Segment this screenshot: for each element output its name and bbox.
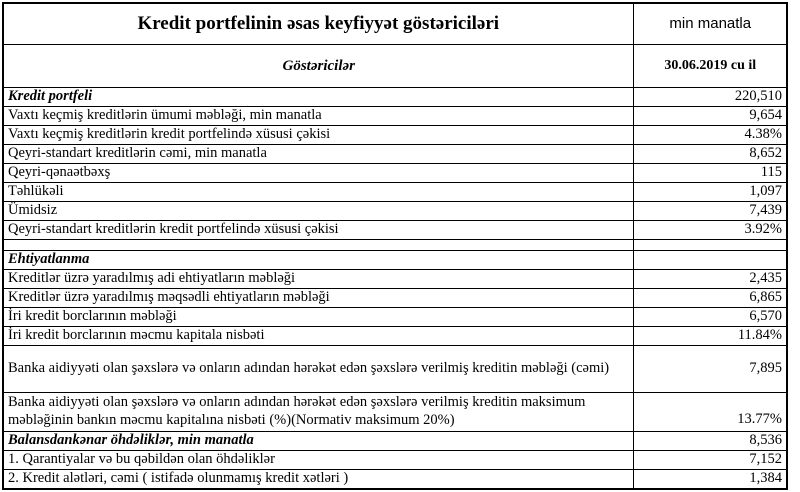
value-cell: 6,570 bbox=[633, 308, 787, 327]
indicator-cell: Kreditlər üzrə yaradılmış adi ehtiyatların məbləği bbox=[3, 270, 633, 289]
indicator-cell: Təhlükəli bbox=[3, 183, 633, 202]
table-row bbox=[3, 183, 787, 202]
table-row bbox=[3, 270, 787, 289]
indicator-cell: Qeyri-standart kreditlərin cəmi, min manatla bbox=[3, 145, 633, 164]
indicator-cell: İri kredit borclarının məcmu kapitala nisbəti bbox=[3, 327, 633, 346]
indicator-cell: Kreditlər üzrə yaradılmış məqsədli ehtiyatların məbləği bbox=[3, 289, 633, 308]
spacer-row bbox=[3, 240, 787, 251]
value-cell: 7,895 bbox=[633, 346, 787, 393]
value-cell: 3.92% bbox=[633, 221, 787, 240]
value-cell: 2,435 bbox=[633, 270, 787, 289]
unit-label: min manatla bbox=[633, 3, 787, 45]
value-cell: 9,654 bbox=[633, 107, 787, 126]
table-row bbox=[3, 88, 787, 107]
indicator-cell: 1. Qarantiyalar və bu qəbildən olan öhdəliklər bbox=[3, 451, 633, 470]
value-cell: 8,536 bbox=[633, 432, 787, 451]
indicator-cell: Balansdankənar öhdəliklər, min manatla bbox=[3, 432, 633, 451]
table-row bbox=[3, 432, 787, 451]
indicator-cell bbox=[3, 240, 633, 251]
table-row bbox=[3, 346, 787, 393]
table-row bbox=[3, 327, 787, 346]
column-header-indicator: Göstəricilər bbox=[3, 45, 633, 88]
table-row bbox=[3, 393, 787, 432]
indicator-cell: Ehtiyatlanma bbox=[3, 251, 633, 270]
indicator-cell: Qeyri-qənaətbəxş bbox=[3, 164, 633, 183]
report-table bbox=[2, 2, 788, 490]
value-cell: 4.38% bbox=[633, 126, 787, 145]
table-row bbox=[3, 251, 787, 270]
value-cell: 11.84% bbox=[633, 327, 787, 346]
title-row bbox=[3, 3, 787, 45]
table-row bbox=[3, 470, 787, 490]
column-header-date: 30.06.2019 cu il bbox=[633, 45, 787, 88]
indicator-cell: Ümidsiz bbox=[3, 202, 633, 221]
value-cell: 1,097 bbox=[633, 183, 787, 202]
value-cell: 8,652 bbox=[633, 145, 787, 164]
indicator-cell: İri kredit borclarının məbləği bbox=[3, 308, 633, 327]
value-cell: 220,510 bbox=[633, 88, 787, 107]
value-cell: 7,152 bbox=[633, 451, 787, 470]
indicator-cell: Banka aidiyyəti olan şəxslərə və onların adından hərəkət edən şəxslərə verilmiş kreditin məbləği (cəmi) bbox=[3, 346, 633, 393]
value-cell: 7,439 bbox=[633, 202, 787, 221]
table-row bbox=[3, 107, 787, 126]
indicator-cell: Banka aidiyyəti olan şəxslərə və onların adından hərəkət edən şəxslərə verilmiş kreditin maksimum məbləğinin bankın məcmu kapitalına nisbəti (%)(Normativ maksimum 20%) bbox=[3, 393, 633, 432]
report-title: Kredit portfelinin əsas keyfiyyət göstəriciləri bbox=[3, 3, 633, 45]
table-row bbox=[3, 164, 787, 183]
indicator-cell: 2. Kredit alətləri, cəmi ( istifadə olunmamış kredit xətləri ) bbox=[3, 470, 633, 490]
value-cell bbox=[633, 251, 787, 270]
table-row bbox=[3, 451, 787, 470]
value-cell: 13.77% bbox=[633, 393, 787, 432]
report-sheet bbox=[2, 2, 788, 490]
indicator-cell: Vaxtı keçmiş kreditlərin ümumi məbləği, min manatla bbox=[3, 107, 633, 126]
indicator-cell: Kredit portfeli bbox=[3, 88, 633, 107]
value-cell bbox=[633, 240, 787, 251]
table-row bbox=[3, 202, 787, 221]
table-row bbox=[3, 289, 787, 308]
table-row bbox=[3, 145, 787, 164]
table-row bbox=[3, 221, 787, 240]
value-cell: 6,865 bbox=[633, 289, 787, 308]
indicator-cell: Vaxtı keçmiş kreditlərin kredit portfelində xüsusi çəkisi bbox=[3, 126, 633, 145]
value-cell: 1,384 bbox=[633, 470, 787, 490]
column-header-row bbox=[3, 45, 787, 88]
value-cell: 115 bbox=[633, 164, 787, 183]
indicator-cell: Qeyri-standart kreditlərin kredit portfelində xüsusi çəkisi bbox=[3, 221, 633, 240]
table-row bbox=[3, 308, 787, 327]
table-row bbox=[3, 126, 787, 145]
